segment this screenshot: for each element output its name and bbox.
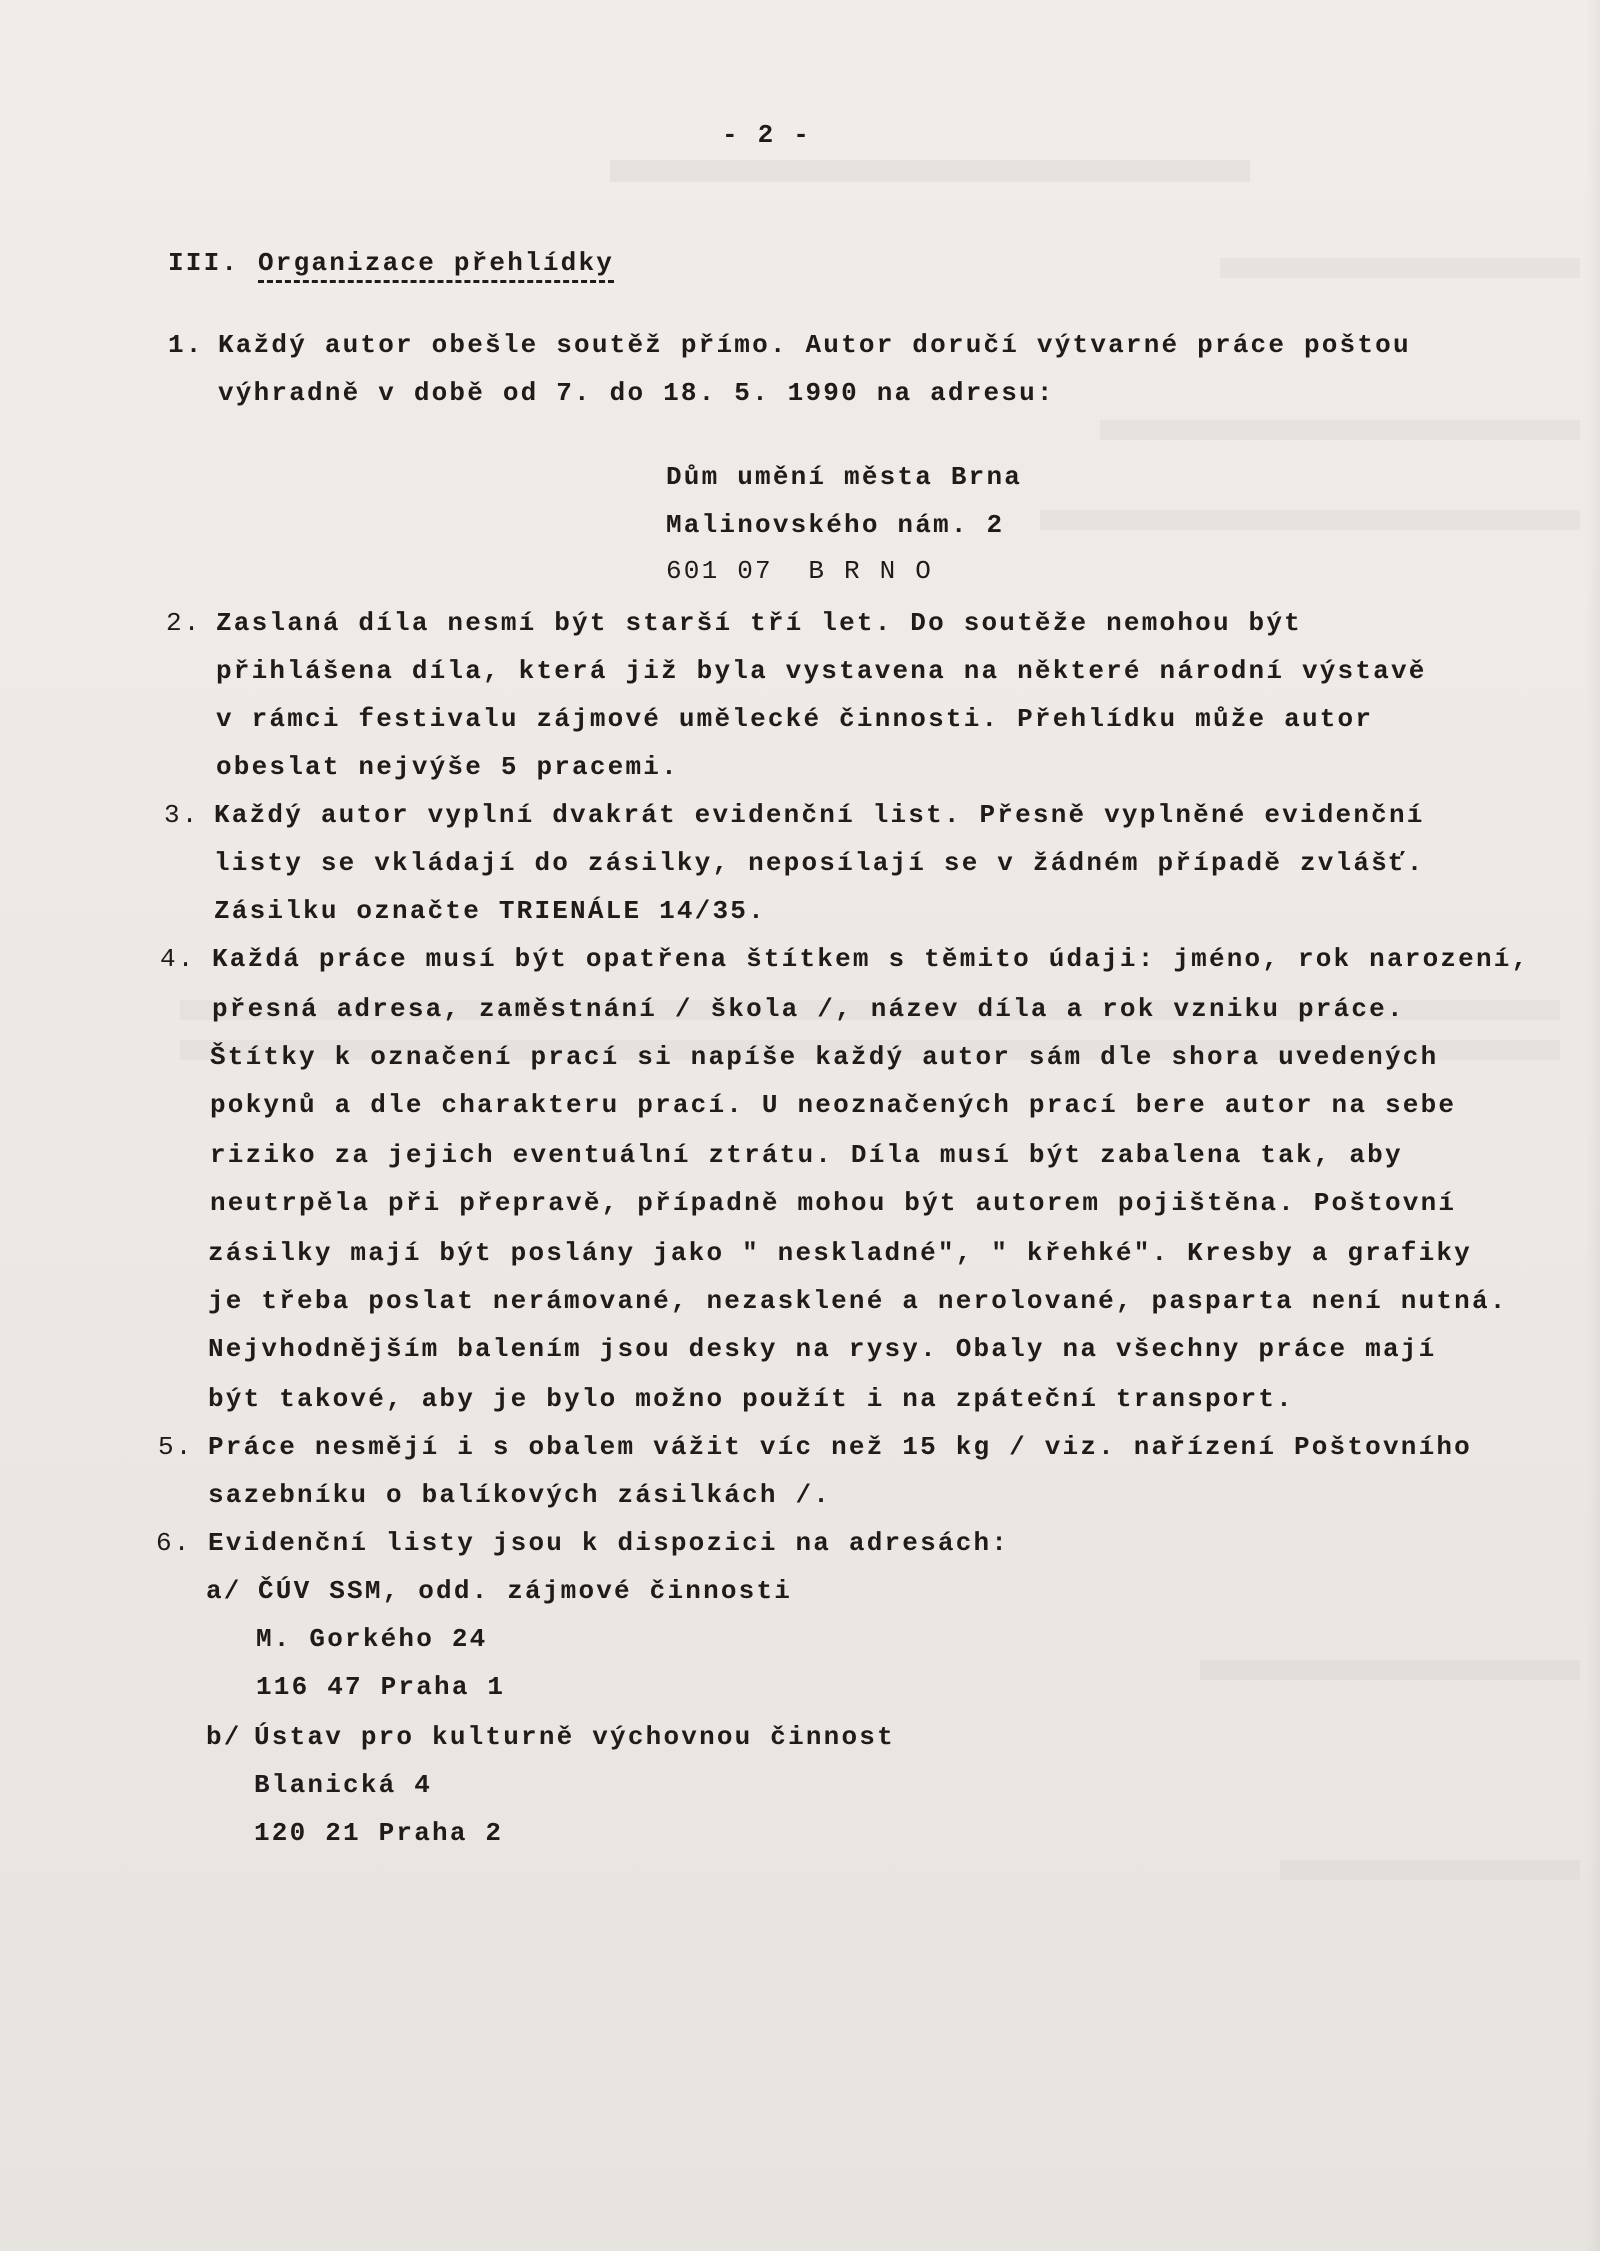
item-line: přesná adresa, zaměstnání / škola /, název díla a rok vzniku práce. (212, 994, 1405, 1024)
item-line: být takové, aby je bylo možno použít i na zpáteční transport. (208, 1384, 1294, 1414)
address-a-line: ČÚV SSM, odd. zájmové činnosti (258, 1576, 793, 1606)
item-marker: 1. (168, 330, 204, 360)
address-b-line: 120 21 Praha 2 (254, 1818, 504, 1848)
item-line: v rámci festivalu zájmové umělecké činnosti. Přehlídku může autor (216, 704, 1374, 734)
item-line: Zásilku označte TRIENÁLE 14/35. (214, 896, 766, 926)
address-a-line: M. Gorkého 24 (256, 1624, 488, 1654)
section-numeral: III. (168, 248, 240, 278)
item-marker: 2. (166, 608, 202, 638)
item-marker: 5. (158, 1432, 194, 1462)
bleed-through-bar (1100, 420, 1580, 440)
address-main-line: Dům umění města Brna (666, 462, 1023, 492)
page-edge-shadow (1586, 0, 1600, 2251)
bleed-through-bar (1280, 1860, 1580, 1880)
item-line: je třeba poslat nerámované, nezasklené a nerolované, pasparta není nutná. (208, 1286, 1508, 1316)
item-line: Každá práce musí být opatřena štítkem s těmito údaji: jméno, rok narození, (212, 944, 1530, 974)
item-line: Štítky k označení prací si napíše každý autor sám dle shora uvedených (210, 1042, 1439, 1072)
bleed-through-bar (1040, 510, 1580, 530)
item-line: neutrpěla při přepravě, případně mohou být autorem pojištěna. Poštovní (210, 1188, 1457, 1218)
item-line: obeslat nejvýše 5 pracemi. (216, 752, 679, 782)
address-a-label: a/ (206, 1576, 242, 1606)
item-line: Každý autor obešle soutěž přímo. Autor doručí výtvarné práce poštou (218, 330, 1411, 360)
page-number: - 2 - (722, 120, 812, 150)
bleed-through-bar (610, 160, 1250, 182)
address-b-label: b/ (206, 1722, 242, 1752)
item-line: Každý autor vyplní dvakrát evidenční list. Přesně vyplněné evidenční (214, 800, 1425, 830)
item-line: listy se vkládají do zásilky, neposílají se v žádném případě zvlášť. (214, 848, 1425, 878)
item-line: zásilky mají být poslány jako " neskladné", " křehké". Kresby a grafiky (208, 1238, 1472, 1268)
item-line: výhradně v době od 7. do 18. 5. 1990 na adresu: (218, 378, 1055, 408)
bleed-through-bar (1200, 1660, 1580, 1680)
item-marker: 4. (160, 944, 196, 974)
section-title: Organizace přehlídky (258, 248, 614, 283)
item-line: riziko za jejich eventuální ztrátu. Díla musí být zabalena tak, aby (210, 1140, 1403, 1170)
item-line: přihlášena díla, která již byla vystavena na některé národní výstavě (216, 656, 1427, 686)
address-a-line: 116 47 Praha 1 (256, 1672, 506, 1702)
item-line: sazebníku o balíkových zásilkách /. (208, 1480, 832, 1510)
item-line: Evidenční listy jsou k dispozici na adresách: (208, 1528, 1010, 1558)
bleed-through-bar (1220, 258, 1580, 278)
item-line: Nejvhodnějším balením jsou desky na rysy. Obaly na všechny práce mají (208, 1334, 1437, 1364)
item-line: Práce nesmějí i s obalem vážit víc než 15 kg / viz. nařízení Poštovního (208, 1432, 1472, 1462)
item-marker: 6. (156, 1528, 192, 1558)
item-line: Zaslaná díla nesmí být starší tří let. Do soutěže nemohou být (216, 608, 1302, 638)
address-b-line: Ústav pro kulturně výchovnou činnost (254, 1722, 895, 1752)
address-b-line: Blanická 4 (254, 1770, 433, 1800)
item-line: pokynů a dle charakteru prací. U neoznačených prací bere autor na sebe (210, 1090, 1457, 1120)
item-marker: 3. (164, 800, 200, 830)
address-main-line: 601 07 B R N O (666, 556, 934, 586)
address-main-line: Malinovského nám. 2 (666, 510, 1005, 540)
